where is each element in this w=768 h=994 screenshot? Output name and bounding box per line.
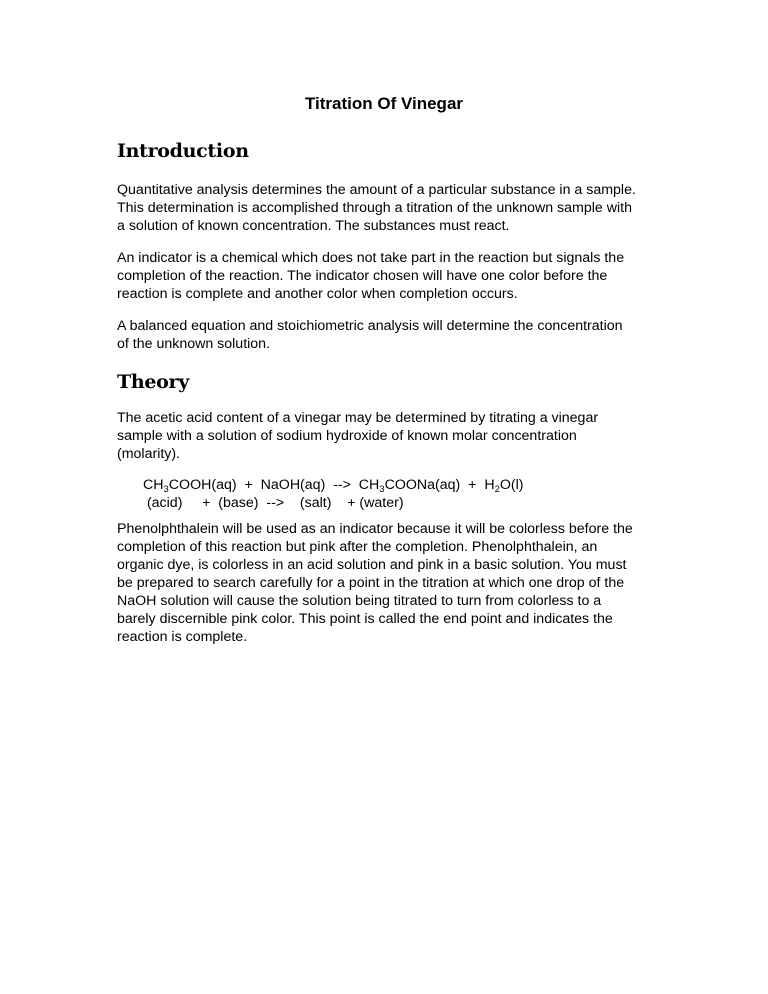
text-line: Quantitative analysis determines the amount of a particular substance in a sample. — [117, 182, 636, 198]
text-line: Phenolphthalein will be used as an indicator because it will be colorless before the — [117, 521, 633, 537]
chemical-equation — [143, 476, 524, 512]
document-title: Titration Of Vinegar — [304, 94, 464, 113]
intro-paragraph-2 — [117, 249, 624, 303]
theory-paragraph-2 — [117, 520, 633, 646]
theory-heading: Theory — [117, 371, 189, 393]
intro-paragraph-1 — [117, 181, 636, 235]
text-line: be prepared to search carefully for a point in the titration at which one drop of the — [117, 575, 625, 591]
text-line: completion of this reaction but pink after the completion. Phenolphthalein, an — [117, 539, 598, 555]
text-line: A balanced equation and stoichiometric analysis will determine the concentration — [117, 318, 623, 334]
theory-paragraph-1 — [117, 409, 598, 463]
text-line: sample with a solution of sodium hydroxide of known molar concentration — [117, 428, 577, 444]
introduction-heading: Introduction — [117, 140, 249, 162]
intro-paragraph-3 — [117, 317, 623, 353]
text-line: An indicator is a chemical which does not take part in the reaction but signals the — [117, 250, 625, 266]
text-line: reaction is complete and another color when completion occurs. — [117, 286, 518, 302]
equation-line: $CH_3COOH(aq)$ + NaOH(aq) --> $CH_3COONa(aq) + H_2O(l)$ — [143, 477, 524, 495]
text-line: This determination is accomplished through a titration of the unknown sample with — [117, 200, 632, 216]
text-line: The acetic acid content of a vinegar may be determined by titrating a vinegar — [117, 410, 599, 426]
equation-labels: (acid) + (base) --> (salt) + (water) — [143, 495, 404, 511]
text-line: reaction is complete. — [117, 629, 248, 645]
text-line: NaOH solution will cause the solution being titrated to turn from colorless to a — [117, 593, 602, 609]
text-line: a solution of known concentration. The substances must react. — [117, 218, 510, 234]
text-line: (molarity). — [117, 446, 181, 462]
text-line: barely discernible pink color. This point is called the end point and indicates the — [117, 611, 613, 627]
text-line: of the unknown solution. — [117, 336, 271, 352]
text-line: completion of the reaction. The indicator chosen will have one color before the — [117, 268, 608, 284]
text-line: organic dye, is colorless in an acid solution and pink in a basic solution. You must — [117, 557, 627, 573]
